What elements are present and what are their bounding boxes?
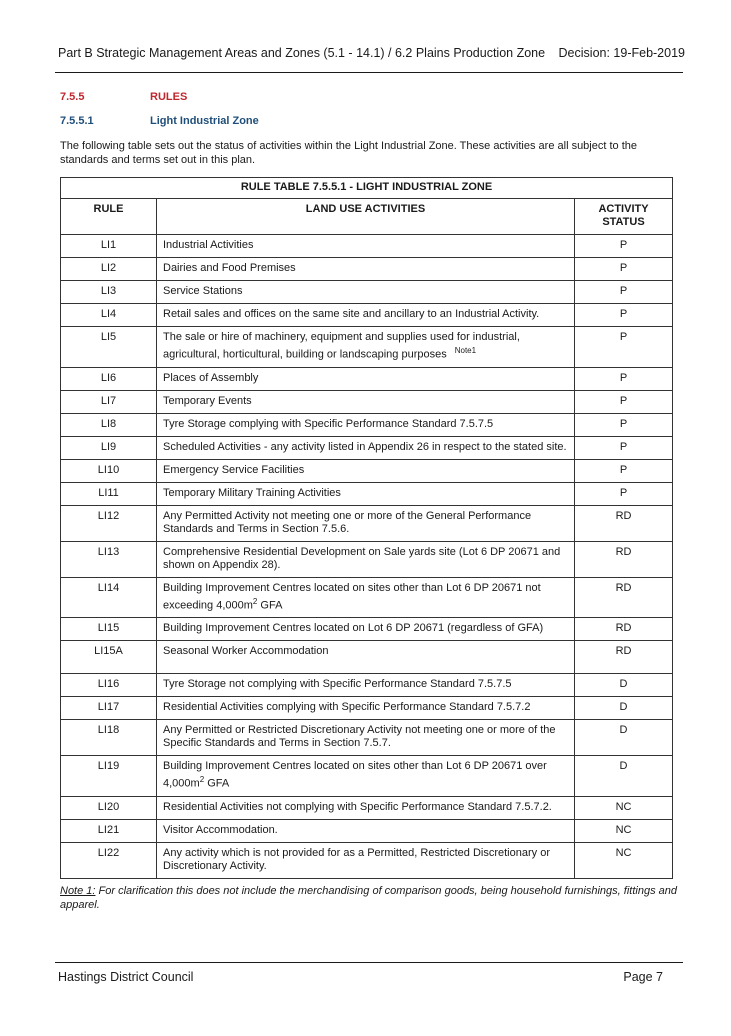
footer-organisation: Hastings District Council [58,970,194,984]
activity-status: RD [575,505,673,541]
land-use-activity [157,796,575,819]
rule-table-body [61,235,673,879]
land-use-activity [157,720,575,756]
footnote-text: For clarification this does not include the merchandising of comparison goods, being household furnishings, fittings and apparel. [60,885,677,911]
table-row [61,819,673,842]
intro-paragraph: The following table sets out the status of activities within the Light Industrial Zone. These activities are all subject to the standards and terms set out in this plan. [60,140,637,166]
land-use-activity [157,641,575,674]
activity-status: P [575,258,673,281]
land-use-activity [157,413,575,436]
activity-text: Residential Activities complying with Specific Performance Standard 7.5.7.2 [163,701,531,714]
activity-status: P [575,413,673,436]
activity-status: RD [575,541,673,577]
header-decision-date: Decision: 19-Feb-2019 [558,46,685,60]
activity-text: Places of Assembly [163,371,259,384]
land-use-activity [157,390,575,413]
table-row [61,235,673,258]
activity-text: Service Stations [163,285,243,297]
section-number: 7.5.5 [60,91,85,103]
table-row [61,482,673,505]
land-use-activity [157,436,575,459]
land-use-activity [157,281,575,304]
land-use-activity [157,541,575,577]
rule-code: LI6 [61,367,157,390]
activity-status: D [575,720,673,756]
table-row [61,367,673,390]
activity-status: P [575,436,673,459]
column-header-status: ACTIVITY STATUS [575,199,673,235]
activity-text: Temporary Events [163,394,252,407]
rule-code: LI10 [61,459,157,482]
activity-text: Residential Activities not complying with Specific Performance Standard 7.5.7.2. [163,800,552,813]
land-use-activity [157,482,575,505]
rule-code: LI5 [61,327,157,368]
table-row [61,436,673,459]
activity-text: Any Permitted or Restricted Discretionary Activity not meeting one or more of the Specific Standards and Terms in Section 7.5.7. [163,724,556,750]
rule-code: LI15A [61,641,157,674]
activity-text: Tyre Storage complying with Specific Performance Standard 7.5.7.5 [163,417,494,430]
table-row [61,281,673,304]
activity-superscript: 2 [252,596,258,606]
activity-status: P [575,390,673,413]
land-use-activity [157,577,575,618]
column-header-rule: RULE [61,199,157,235]
land-use-activity [157,327,575,368]
subsection-title: Light Industrial Zone [150,115,259,127]
activity-text: Temporary Military Training Activities [163,486,341,499]
activity-text: Seasonal Worker Accommodation [163,645,329,658]
rule-table [60,177,673,879]
table-row [61,541,673,577]
land-use-activity [157,258,575,281]
table-row [61,390,673,413]
table-row [61,796,673,819]
table-row [61,842,673,878]
footnote-label: Note 1: [60,885,96,897]
table-row [61,618,673,641]
activity-status: D [575,674,673,697]
land-use-activity [157,697,575,720]
activity-text: Emergency Service Facilities [163,463,305,476]
activity-superscript: 2 [199,775,205,785]
rule-code: LI12 [61,505,157,541]
activity-text: Building Improvement Centres located on sites other than Lot 6 DP 20671 not exceeding 4,000m [163,581,541,612]
page-header [58,46,685,61]
land-use-activity [157,756,575,797]
land-use-activity [157,842,575,878]
table-row [61,641,673,674]
table-row [61,327,673,368]
rule-code: LI1 [61,235,157,258]
activity-text: Comprehensive Residential Development on Sale yards site (Lot 6 DP 20671 and shown on Appendix 28). [163,545,561,571]
rule-code: LI21 [61,819,157,842]
rule-code: LI18 [61,720,157,756]
land-use-activity [157,674,575,697]
activity-status: P [575,482,673,505]
column-header-activities: LAND USE ACTIVITIES [157,199,575,235]
land-use-activity [157,459,575,482]
activity-status: P [575,304,673,327]
activity-text: Tyre Storage not complying with Specific Performance Standard 7.5.7.5 [163,678,512,691]
rule-code: LI7 [61,390,157,413]
land-use-activity [157,235,575,258]
table-row [61,304,673,327]
table-row [61,720,673,756]
table-row [61,674,673,697]
activity-status: P [575,235,673,258]
rule-code: LI20 [61,796,157,819]
header-title: Part B Strategic Management Areas and Zones (5.1 - 14.1) / 6.2 Plains Production Zone [58,46,546,60]
rule-code: LI3 [61,281,157,304]
table-row [61,413,673,436]
land-use-activity [157,618,575,641]
land-use-activity [157,819,575,842]
activity-text: Any Permitted Activity not meeting one or more of the General Performance Standards and Terms in Section 7.5.6. [163,509,532,535]
rule-code: LI2 [61,258,157,281]
table-row [61,577,673,618]
activity-status: NC [575,819,673,842]
footer-divider [55,962,683,963]
activity-text: Any activity which is not provided for as a Permitted, Restricted Discretionary or Discretionary Activity. [163,846,550,872]
activity-status: P [575,367,673,390]
activity-status: RD [575,577,673,618]
rule-code: LI14 [61,577,157,618]
activity-text: Industrial Activities [163,239,254,251]
activity-status: NC [575,796,673,819]
activity-text: Retail sales and offices on the same site and ancillary to an Industrial Activity. [163,308,540,320]
table-row [61,258,673,281]
activity-status: P [575,459,673,482]
activity-status: P [575,327,673,368]
activity-suffix: GFA [204,777,230,790]
rule-code: LI11 [61,482,157,505]
activity-status: NC [575,842,673,878]
table-row [61,459,673,482]
activity-text: Visitor Accommodation. [163,823,278,836]
activity-status: D [575,697,673,720]
subsection-number: 7.5.5.1 [60,115,94,127]
activity-status: RD [575,618,673,641]
table-row [61,697,673,720]
rule-code: LI15 [61,618,157,641]
rule-code: LI9 [61,436,157,459]
header-divider [55,72,683,73]
rule-code: LI8 [61,413,157,436]
land-use-activity [157,505,575,541]
activity-suffix: GFA [257,599,283,612]
land-use-activity [157,304,575,327]
activity-text: Dairies and Food Premises [163,262,296,274]
land-use-activity [157,367,575,390]
table-row [61,505,673,541]
rule-code: LI4 [61,304,157,327]
activity-text: Scheduled Activities - any activity listed in Appendix 26 in respect to the stated site. [163,440,567,453]
rule-code: LI19 [61,756,157,797]
activity-status: RD [575,641,673,674]
table-row [61,756,673,797]
activity-text: Building Improvement Centres located on Lot 6 DP 20671 (regardless of GFA) [163,622,544,635]
rule-table-title: RULE TABLE 7.5.5.1 - LIGHT INDUSTRIAL ZONE [61,178,673,199]
rule-code: LI17 [61,697,157,720]
rule-code: LI22 [61,842,157,878]
activity-status: P [575,281,673,304]
section-title: RULES [150,91,188,103]
rule-code: LI16 [61,674,157,697]
activity-status: D [575,756,673,797]
footnote [60,884,680,912]
activity-superscript: Note1 [454,346,477,355]
rule-code: LI13 [61,541,157,577]
page-footer [58,970,663,984]
activity-text: Building Improvement Centres located on sites other than Lot 6 DP 20671 over 4,000m [163,760,547,790]
footer-page-number: Page 7 [623,970,663,984]
activity-text: The sale or hire of machinery, equipment and supplies used for industrial, agricultural, horticultural, building or landscaping purposes [163,331,520,361]
